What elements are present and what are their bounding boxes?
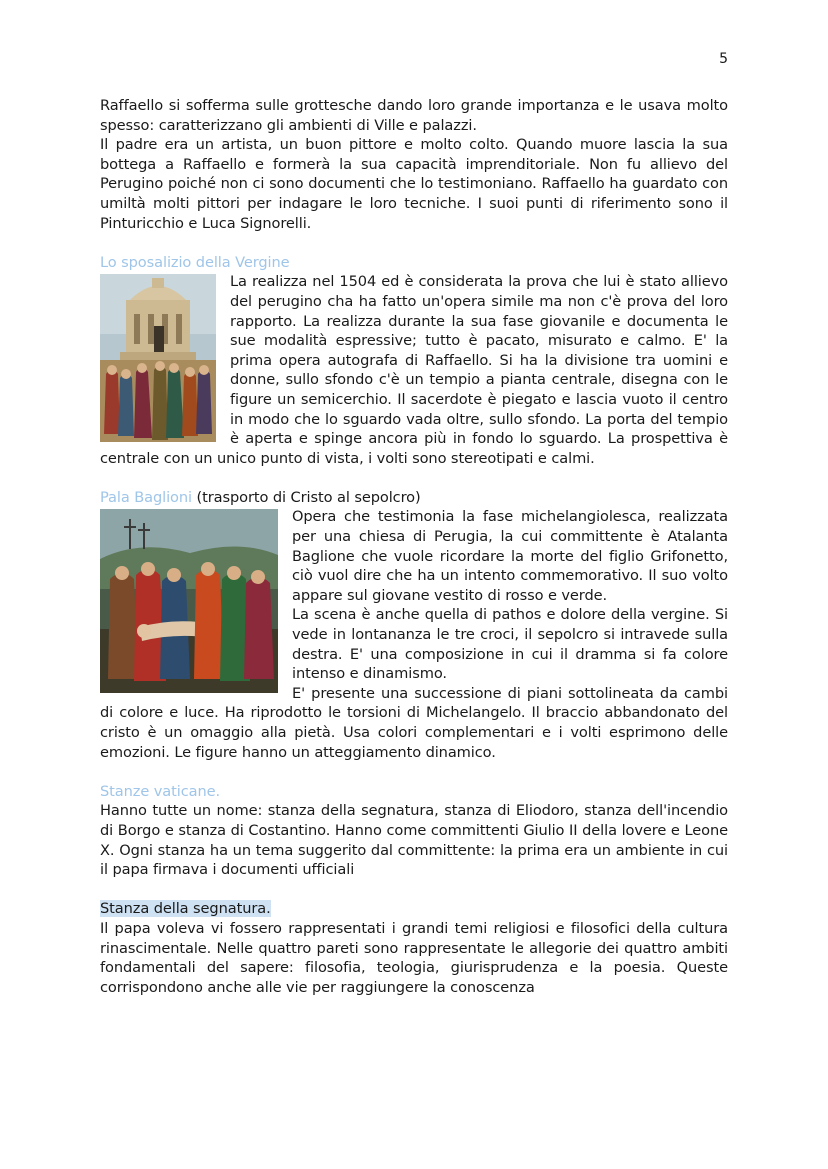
baglioni-heading: Pala Baglioni xyxy=(100,488,192,506)
baglioni-paragraph-2: La scena è anche quella di pathos e dolore della vergine. Si vede in lontananza le tre croci, il sepolcro si intravede sulla destra. E' una composizione in cui il dramma si fa colore intenso e dinamismo. xyxy=(292,606,728,683)
page-number: 5 xyxy=(719,51,728,67)
intro-paragraph-1: Raffaello si sofferma sulle grottesche dando loro grande importanza e le usava molto spesso: caratterizzano gli ambienti di Ville e palazzi. xyxy=(100,97,728,134)
sposalizio-lead-text: La realizza nel 1504 ed è considerata la prova che lui è stato allievo del perugino cha ha fatto un'opera simile ma non c'è prova del loro rapporto. La realizza durante la sua fase giovanile e documenta le sue modalità espressive; tutto è pacato, misurato e calmo. E' la prima opera autografa di Raffaello. xyxy=(230,273,728,369)
baglioni-subtitle: (trasporto di Cristo al sepolcro) xyxy=(192,488,421,506)
baglioni-paragraph-1 xyxy=(100,507,728,605)
baglioni-paragraph-3: E' presente una successione di piani sottolineata da cambi di colore e luce. Ha riprodotto le torsioni di Michelangelo. Il braccio abbandonato del cristo è un omaggio alla pietà. Usa colori complementari e i volti esprimono delle emozioni. Le figure hanno un atteggiamento dinamico. xyxy=(100,684,728,761)
baglioni-painting xyxy=(100,509,278,693)
segnatura-heading-line xyxy=(100,899,728,919)
baglioni-text-1: Opera che testimonia la fase michelangiolesca, realizzata per una chiesa di Perugia, la cui committente è Atalanta Baglione che vuole ricordare la morte del figlio Grifonetto, ciò vuol dire che ha un intento commemorativo. Il suo volto appare sul giovane vestito di rosso e verde. xyxy=(292,508,728,604)
stanze-paragraph: Hanno tutte un nome: stanza della segnatura, stanza di Eliodoro, stanza dell'incendio di Borgo e stanza di Costantino. Hanno come committenti Giulio II della lovere e Leone X. Ogni stanza ha un tema suggerito dal committente: la prima era un ambiente in cui il papa firmava i documenti ufficiali xyxy=(100,802,728,879)
segnatura-heading: Stanza della segnatura. xyxy=(100,900,271,918)
stanze-heading: Stanze vaticane. xyxy=(100,782,221,800)
sposalizio-body-text: Si ha la divisione tra uomini e donne, sullo sfondo c'è un tempio a pianta centrale, disegna con le figure un semicerchio. Il sacerdote è piegato e lascia vuoto il centro in modo che lo sguardo vada oltre, sullo sfondo. La porta del tempio è aperta e spinge ancora più in fondo lo sguardo. La prospettiva è centrale con un unico punto di vista, i volti sono stereotipati e calmi. xyxy=(100,351,728,467)
sposalizio-heading: Lo sposalizio della Vergine xyxy=(100,253,290,271)
sposalizio-painting xyxy=(100,274,216,442)
intro-paragraph-2: Il padre era un artista, un buon pittore e molto colto. Quando muore lascia la sua bottega a Raffaello e formerà la sua capacità imprenditoriale. Non fu allievo del Perugino poiché non ci sono documenti che lo testimoniano. Raffaello ha guardato con umiltà molti pittori per indagare le loro tecniche. I suoi punti di riferimento sono il Pinturicchio e Luca Signorelli. xyxy=(100,136,728,232)
segnatura-paragraph: Il papa voleva vi fossero rappresentati i grandi temi religiosi e filosofici della cultura rinascimentale. Nelle quattro pareti sono rappresentate le allegorie dei quattro ambiti fondamentali del sapere: filosofia, teologia, giurisprudenza e la poesia. Queste corrispondono anche alle vie per raggiungere la conoscenza xyxy=(100,919,728,996)
baglioni-title-line xyxy=(100,488,728,508)
document-body xyxy=(100,96,728,997)
sposalizio-lead xyxy=(100,272,728,468)
